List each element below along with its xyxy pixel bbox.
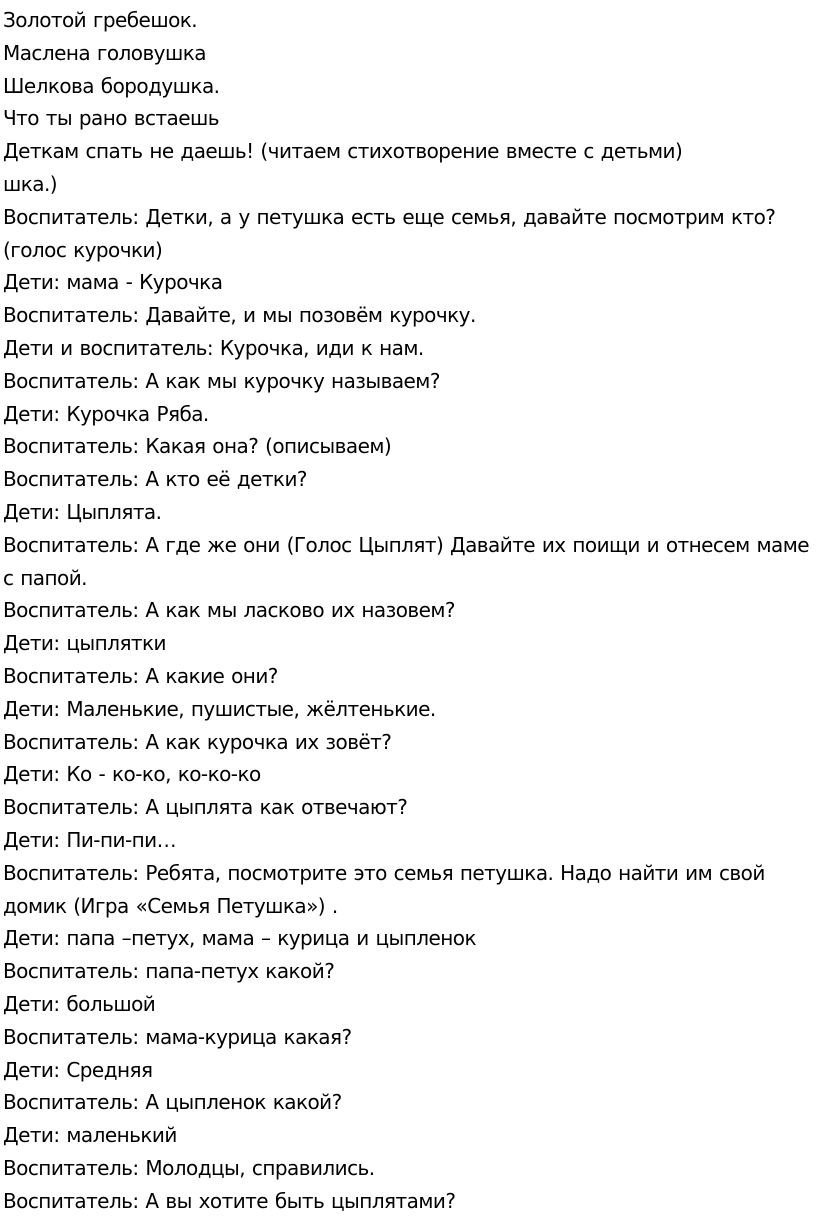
text-line: Дети: большой xyxy=(3,991,156,1016)
text-line: Дети и воспитатель: Курочка, иди к нам. xyxy=(3,335,424,360)
text-line: Воспитатель: папа-петух какой? xyxy=(3,959,335,984)
text-line: Дети: Средняя xyxy=(3,1057,153,1082)
text-line: Деткам спать не даешь! (читаем стихотворение вместе с детьми) xyxy=(3,139,683,164)
text-line: Воспитатель: Молодцы, справились. xyxy=(3,1155,375,1180)
text-line: Дети: маленький xyxy=(3,1123,177,1148)
text-line: Дети: Курочка Ряба. xyxy=(3,401,209,426)
text-line: Воспитатель: Какая она? (описываем) xyxy=(3,434,392,459)
text-line: Воспитатель: А как мы курочку называем? xyxy=(3,368,440,393)
text-line: Воспитатель: Давайте, и мы позовём курочку. xyxy=(3,303,476,328)
text-line: Воспитатель: А какие они? xyxy=(3,663,278,688)
text-line: Воспитатель: мама-курица какая? xyxy=(3,1024,352,1049)
text-line: Шелкова бородушка. xyxy=(3,73,220,98)
text-line: Маслена головушка xyxy=(3,40,206,65)
text-line: Воспитатель: Ребята, посмотрите это семья петушка. Надо найти им свой домик (Игра «Семья Петушка») . xyxy=(3,860,765,918)
text-line: Воспитатель: А цыпленок какой? xyxy=(3,1090,342,1115)
text-line: Дети: Ко - ко-ко, ко-ко-ко xyxy=(3,762,261,787)
text-line: Воспитатель: А как мы ласково их назовем? xyxy=(3,598,455,623)
text-line: шка.) xyxy=(3,171,58,196)
text-line: Дети: мама - Курочка xyxy=(3,270,223,295)
text-line: Воспитатель: Детки, а у петушка есть еще семья, давайте посмотрим кто? (голос курочки) xyxy=(3,204,776,262)
text-line: Воспитатель: А где же они (Голос Цыплят) Давайте их поищи и отнесем маме с папой. xyxy=(3,532,810,590)
text-line: Воспитатель: А цыплята как отвечают? xyxy=(3,795,408,820)
text-line: Дети: Пи-пи-пи… xyxy=(3,827,177,852)
text-line: Дети: Маленькие, пушистые, жёлтенькие. xyxy=(3,696,436,721)
document-body xyxy=(3,4,813,1217)
text-line: Дети: Цыплята. xyxy=(3,499,162,524)
text-line: Золотой гребешок. xyxy=(3,8,198,32)
text-line: Воспитатель: А как курочка их зовёт? xyxy=(3,729,392,754)
text-line: Воспитатель: А вы хотите быть цыплятами? xyxy=(3,1188,456,1213)
text-line: Что ты рано встаешь xyxy=(3,106,220,131)
text-line: Дети: цыплятки xyxy=(3,631,166,656)
text-line: Дети: папа –петух, мама – курица и цыпленок xyxy=(3,926,477,951)
text-line: Воспитатель: А кто её детки? xyxy=(3,467,307,492)
